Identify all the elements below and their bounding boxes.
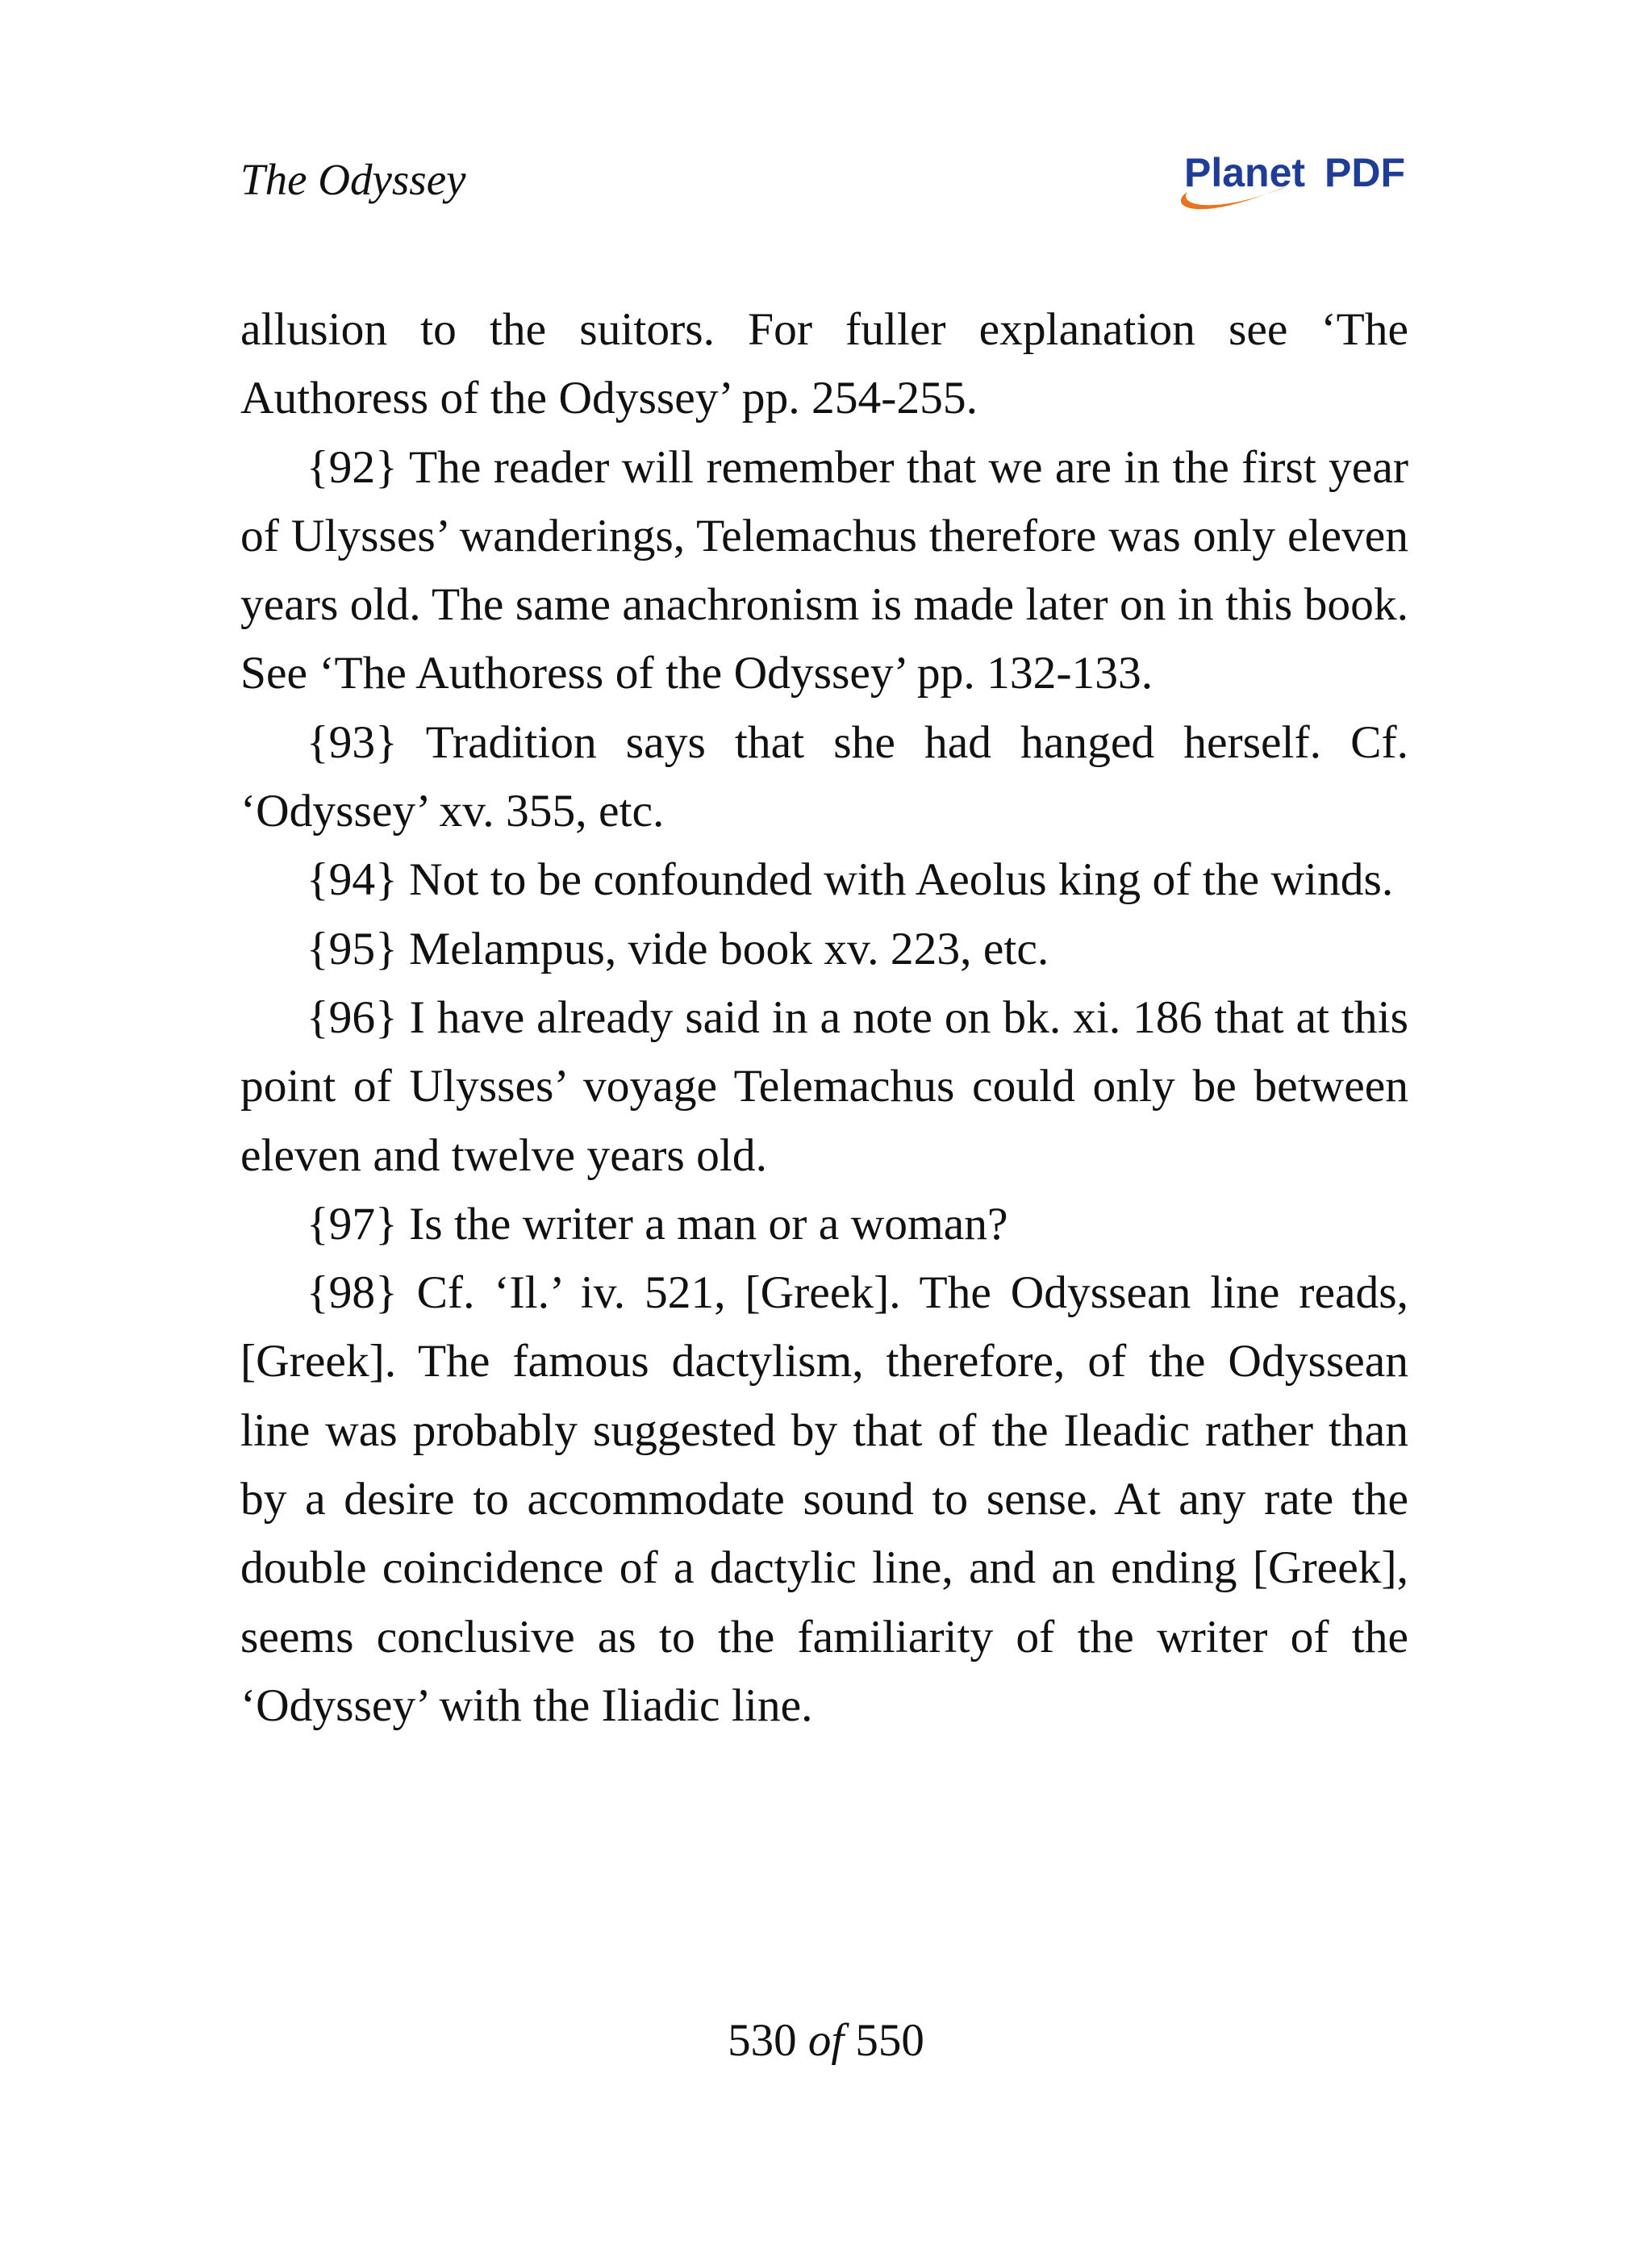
logo-pdf-text: PDF xyxy=(1325,150,1405,195)
logo-planet-text: Planet xyxy=(1184,150,1306,195)
page-body xyxy=(240,295,1408,1740)
note-95: {95} Melampus, vide book xv. 223, etc. xyxy=(307,923,1049,974)
page-number xyxy=(0,2013,1652,2069)
note-94: {94} Not to be confounded with Aeolus king of the winds. xyxy=(307,854,1394,906)
page-of-label: of xyxy=(807,2015,845,2066)
planet-pdf-logo xyxy=(1168,144,1410,216)
note-96: {96} I have already said in a note on bk. xi. 186 that at this point of Ulysses’ voyage Telemachus could only be between eleven and twelve years old. xyxy=(240,991,1408,1181)
paragraph-continued: allusion to the suitors. For fuller explanation see ‘The Authoress of the Odyssey’ pp. 254-255. xyxy=(240,304,1408,424)
page-header xyxy=(240,144,1410,216)
note-98: {98} Cf. ‘Il.’ iv. 521, [Greek]. The Odyssean line reads, [Greek]. The famous dactylism, therefore, of the Odyssean line was probably suggested by that of the Ileadic rather than by a desire to accommodate sound to sense. At any rate the double coincidence of a dactylic line, and an ending [Greek], seems conclusive as to the familiarity of the writer of the ‘Odyssey’ with the Iliadic line. xyxy=(240,1267,1408,1731)
page-total: 550 xyxy=(855,2015,924,2066)
note-93: {93} Tradition says that she had hanged herself. Cf. ‘Odyssey’ xv. 355, etc. xyxy=(240,716,1408,837)
book-title: The Odyssey xyxy=(240,155,466,204)
note-97: {97} Is the writer a man or a woman? xyxy=(307,1198,1008,1250)
note-92: {92} The reader will remember that we are in the first year of Ulysses’ wanderings, Telemachus therefore was only eleven years old. The same anachronism is made later on in this book. See ‘The Authoress of the Odyssey’ pp. 132-133. xyxy=(240,441,1408,699)
page-current: 530 xyxy=(728,2015,797,2066)
